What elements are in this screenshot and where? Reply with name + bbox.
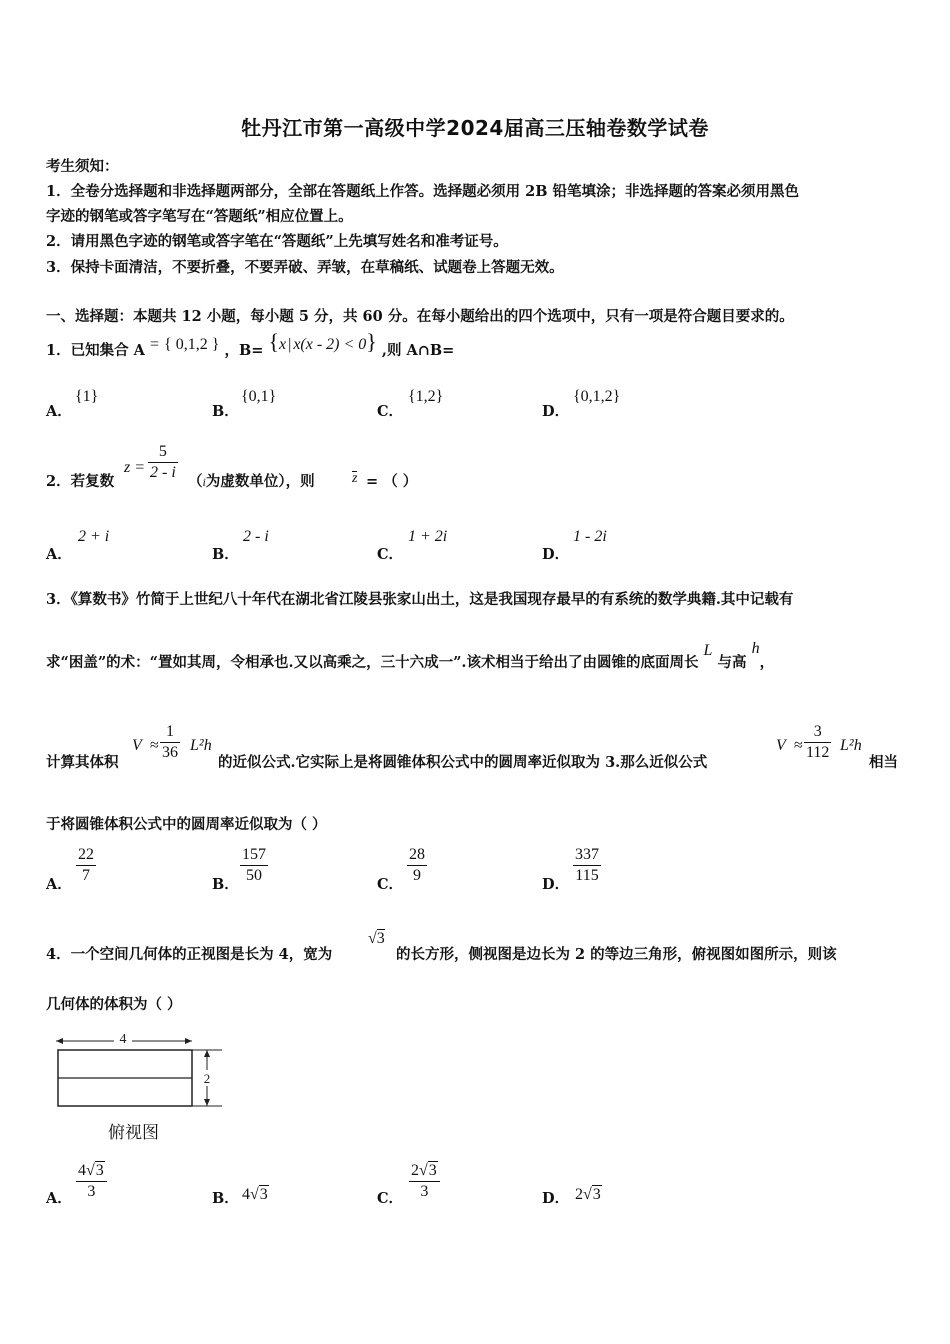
q2-prefix: 2．若复数 [46, 473, 115, 490]
q2-note [188, 470, 315, 491]
notice-heading: 考生须知： [46, 158, 119, 175]
q3-option-d-den: 115 [575, 867, 599, 884]
q4-option-a-den: 3 [87, 1183, 96, 1200]
q3-option-d[interactable] [573, 846, 601, 885]
figure-width-dimension [56, 1030, 192, 1047]
q3-option-d-num: 337 [573, 846, 601, 866]
q4-option-c-den: 3 [420, 1183, 429, 1200]
q3-formula-1-num: 1 [160, 723, 180, 743]
q4-option-d-label[interactable]: D． [542, 1190, 570, 1207]
q3-formula-2-v: V [776, 737, 786, 754]
figure-width-label: 4 [119, 1032, 127, 1047]
q4-option-b[interactable] [242, 1186, 269, 1204]
q4-sqrt3 [368, 930, 385, 948]
q4-line-1b: 的长方形，侧视图是边长为 2 的等边三角形，俯视图如图所示，则该 [396, 946, 837, 963]
q4-option-a-coef: 4 [78, 1162, 86, 1179]
q2-paren-text: 为虚数单位），则 [205, 473, 315, 490]
q2-option-a-label[interactable]: A． [46, 546, 72, 563]
q3-formula-1-fraction [160, 723, 180, 762]
q3-formula-1-approx: ≈ [150, 737, 159, 754]
q4-option-c-radicand: 3 [428, 1162, 437, 1179]
q4-option-a[interactable] [76, 1162, 107, 1201]
q3-option-b[interactable] [240, 846, 268, 885]
q3-formula-2-fraction [804, 723, 831, 762]
q2-option-b-label[interactable]: B． [212, 546, 239, 563]
q2-option-d-label[interactable]: D． [542, 546, 570, 563]
q3-formula-2-approx: ≈ [794, 737, 803, 754]
q3-option-a-label[interactable]: A． [46, 876, 72, 893]
q4-radicand: 3 [376, 930, 385, 947]
q1-set-b-var: x [279, 336, 287, 353]
q4-option-a-radicand: 3 [95, 1162, 104, 1179]
q4-option-d-sqrt: √3 [583, 1186, 601, 1203]
q3-var-l: L [703, 642, 713, 659]
q3-formula-1-v: V [132, 737, 142, 754]
q3-option-a-den: 7 [82, 867, 90, 884]
q3-option-c-num: 28 [407, 846, 427, 866]
q3-option-b-label[interactable]: B． [212, 876, 239, 893]
notice-item: 字迹的钢笔或答字笔写在“答题纸”相应位置上。 [46, 208, 353, 225]
q2-paren-open: （ [188, 473, 203, 490]
q3-option-a[interactable] [76, 846, 96, 885]
figure-rectangle [58, 1050, 222, 1106]
q1-option-b[interactable]: {0,1} [241, 388, 277, 405]
q4-radical-sign: √ [368, 930, 377, 947]
q1-b-label: ，B= [224, 342, 264, 359]
q2-denominator: 2 - i [150, 464, 176, 481]
q4-option-c-num [409, 1162, 440, 1182]
q4-line-1a: 4．一个空间几何体的正视图是长为 4，宽为 [46, 946, 333, 963]
q2-option-b[interactable]: 2 - i [243, 528, 269, 545]
q3-line-2c: ， [759, 654, 775, 671]
q4-option-c-sqrt: √3 [419, 1162, 437, 1179]
q1-set-a: { 0,1,2 } [164, 336, 220, 353]
q3-formula-2-l2h: L²h [840, 737, 862, 754]
question-1 [46, 329, 455, 361]
q3-line-3a: 计算其体积 [46, 754, 119, 771]
q3-option-b-num: 157 [240, 846, 268, 866]
q1-option-d-label[interactable]: D． [542, 403, 570, 420]
q3-formula-2-num: 3 [804, 723, 831, 743]
notice-item: 1．全卷分选择题和非选择题两部分，全部在答题纸上作答。选择题必须用 2B 铅笔填涂；非选择题的答案必须用黑色 [46, 183, 800, 200]
q1-option-a[interactable]: {1} [75, 388, 99, 405]
section-heading: 一、选择题：本题共 12 小题，每小题 5 分，共 60 分。在每小题给出的四个选项中，只有一项是符合题目要求的。 [46, 308, 794, 325]
q1-set-b-condition: x(x - 2) < 0 [293, 336, 367, 353]
q2-option-d[interactable]: 1 - 2i [573, 528, 607, 545]
q3-line-1: 3．《算数书》竹简于上世纪八十年代在湖北省江陵县张家山出土，这是我国现存最早的有系统的数学典籍.其中记载有 [46, 591, 794, 608]
q4-option-b-sqrt: √3 [250, 1186, 268, 1203]
q1-prefix: 1．已知集合 A [46, 342, 145, 359]
q1-set-b-rbrace: } [366, 329, 377, 354]
q3-line-3b: 的近似公式.它实际上是将圆锥体积公式中的圆周率近似取为 3.那么近似公式 [218, 754, 708, 771]
q2-z-eq: z = [124, 459, 146, 476]
q2-option-a[interactable]: 2 + i [78, 528, 110, 545]
q1-option-a-label[interactable]: A． [46, 403, 72, 420]
q1-option-c[interactable]: {1,2} [408, 388, 444, 405]
figure-caption: 俯视图 [108, 1123, 159, 1143]
q3-option-a-num: 22 [76, 846, 96, 866]
q3-option-c-den: 9 [413, 867, 421, 884]
q1-eq: = [149, 336, 159, 353]
q4-option-b-label[interactable]: B． [212, 1190, 239, 1207]
q3-option-b-den: 50 [246, 867, 262, 884]
page-title: 牡丹江市第一高级中学2024届高三压轴卷数学试卷 [241, 116, 709, 140]
q2-option-c[interactable]: 1 + 2i [408, 528, 448, 545]
q4-line-2: 几何体的体积为（ ） [46, 996, 182, 1013]
q3-formula-2-den: 112 [806, 744, 830, 761]
q3-option-c-label[interactable]: C． [377, 876, 404, 893]
q2-eq-paren: = （ ） [366, 473, 418, 490]
q4-option-c[interactable] [409, 1162, 440, 1201]
q1-set-b-bar: | [288, 336, 292, 353]
q1-set-b-lbrace: { [268, 329, 279, 354]
q4-option-c-label[interactable]: C． [377, 1190, 404, 1207]
q1-option-b-label[interactable]: B． [212, 403, 239, 420]
notice-item: 2．请用黑色字迹的钢笔或答字笔在“答题纸”上先填写姓名和准考证号。 [46, 233, 508, 250]
q4-option-d[interactable] [575, 1186, 602, 1204]
q3-line-2b: 与高 [717, 654, 747, 671]
q4-option-d-coef: 2 [575, 1186, 583, 1203]
q4-option-d-radicand: 3 [592, 1186, 601, 1203]
q3-formula-1-den: 36 [162, 744, 178, 761]
q3-line-3c: 相当 [869, 754, 898, 771]
q4-option-a-label[interactable]: A． [46, 1190, 72, 1207]
q2-option-c-label[interactable]: C． [377, 546, 404, 563]
q2-z-bar: z [352, 471, 358, 486]
notice-item: 3．保持卡面清洁，不要折叠，不要弄破、弄皱，在草稿纸、试题卷上答题无效。 [46, 259, 564, 276]
q3-formula-1-l2h: L²h [190, 737, 212, 754]
q3-line-2a: 求“困盖”的术：“置如其周，令相承也.又以高乘之，三十六成一”.该术相当于给出了由圆锥的底面周长 [46, 654, 699, 671]
q2-numerator: 5 [148, 443, 178, 463]
figure-height-dimension [200, 1050, 214, 1106]
q4-option-c-coef: 2 [411, 1162, 419, 1179]
q4-option-b-coef: 4 [242, 1186, 250, 1203]
q3-option-d-label[interactable]: D． [542, 876, 570, 893]
q3-line-2 [46, 640, 775, 672]
q2-fraction [148, 443, 178, 482]
q2-i-symbol: i [202, 475, 206, 489]
q4-option-a-num [76, 1162, 107, 1182]
q4-option-a-sqrt: √3 [86, 1162, 104, 1179]
q3-var-h: h [751, 640, 760, 657]
q3-line-4: 于将圆锥体积公式中的圆周率近似取为（ ） [46, 816, 327, 833]
q3-option-c[interactable] [407, 846, 427, 885]
q4-option-b-radicand: 3 [259, 1186, 268, 1203]
figure-height-label: 2 [203, 1071, 211, 1086]
q1-suffix: ,则 A∩B= [381, 342, 455, 359]
q1-option-c-label[interactable]: C． [377, 403, 404, 420]
q1-option-d[interactable]: {0,1,2} [573, 388, 621, 405]
